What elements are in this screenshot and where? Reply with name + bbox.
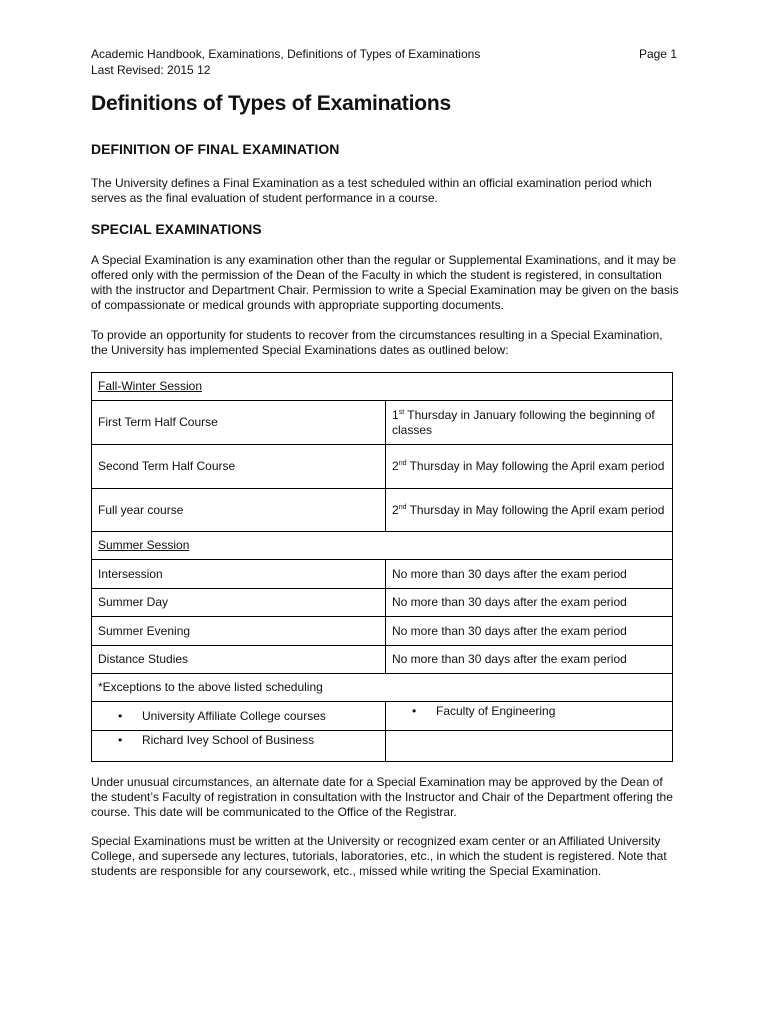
table-row (92, 401, 673, 445)
special-exam-dates-table (91, 372, 673, 762)
table-row (92, 731, 673, 762)
document-title: Definitions of Types of Examinations (91, 92, 451, 115)
course-cell: Distance Studies (92, 646, 386, 674)
table-row (92, 373, 673, 401)
course-cell: Summer Day (92, 589, 386, 617)
course-cell: First Term Half Course (92, 401, 386, 445)
table-row (92, 617, 673, 646)
table-row (92, 560, 673, 589)
fall-winter-heading: Fall-Winter Session (98, 379, 203, 393)
course-cell: Summer Evening (92, 617, 386, 646)
date-cell: 2nd Thursday in May following the April exam period (386, 445, 673, 489)
header-line-2: Last Revised: 2015 12 (91, 63, 211, 77)
date-cell: No more than 30 days after the exam period (386, 589, 673, 617)
table-row (92, 589, 673, 617)
list-item: • University Affiliate College courses (118, 709, 379, 724)
final-exam-heading: DEFINITION OF FINAL EXAMINATION (91, 141, 340, 157)
page-header (91, 46, 677, 78)
page-number: Page 1 (638, 47, 677, 61)
exceptions-note: *Exceptions to the above listed scheduling (92, 674, 673, 702)
date-cell: 1st Thursday in January following the beginning of classes (386, 401, 673, 445)
special-exams-paragraph-1: A Special Examination is any examination other than the regular or Supplemental Examinations, and it may be offered only with the permission of the Dean of the Faculty in which the student is registered, in consultation with the instructor and Department Chair. Permission to write a Special Examination may be given on the basis of compassionate or medical grounds with appropriate supporting documents. (91, 253, 679, 312)
table-row (92, 646, 673, 674)
table-row (92, 445, 673, 489)
header-line-1: Academic Handbook, Examinations, Definitions of Types of Examinations (91, 47, 481, 61)
course-cell: Full year course (92, 489, 386, 532)
table-row (92, 532, 673, 560)
special-exams-paragraph-3: Under unusual circumstances, an alternate date for a Special Examination may be approved by the Dean of the student’s Faculty of registration in consultation with the Instructor and Chair of the Department offering the course. This date will be communicated to the Office of the Registrar. (91, 775, 673, 819)
date-cell: No more than 30 days after the exam period (386, 646, 673, 674)
table-row (92, 702, 673, 731)
date-cell: No more than 30 days after the exam period (386, 617, 673, 646)
special-exams-heading: SPECIAL EXAMINATIONS (91, 221, 262, 237)
special-exams-paragraph-2: To provide an opportunity for students to recover from the circumstances resulting in a Special Examination, the University has implemented Special Examinations dates as outlined below: (91, 328, 663, 357)
course-cell: Second Term Half Course (92, 445, 386, 489)
final-exam-definition: The University defines a Final Examination as a test scheduled within an official examination period which serves as the final evaluation of student performance in a course. (91, 176, 652, 205)
summer-heading: Summer Session (98, 538, 190, 552)
course-cell: Intersession (92, 560, 386, 589)
table-row (92, 674, 673, 702)
table-row (92, 489, 673, 532)
special-exams-paragraph-4: Special Examinations must be written at the University or recognized exam center or an Affiliated University College, and supersede any lectures, tutorials, laboratories, etc., in which the student is registered. Note that students are responsible for any coursework, etc., missed while writing the Special Examination. (91, 834, 667, 878)
list-item: • Faculty of Engineering (412, 704, 666, 719)
list-item: • Richard Ivey School of Business (118, 733, 379, 748)
date-cell: No more than 30 days after the exam period (386, 560, 673, 589)
date-cell: 2nd Thursday in May following the April exam period (386, 489, 673, 532)
